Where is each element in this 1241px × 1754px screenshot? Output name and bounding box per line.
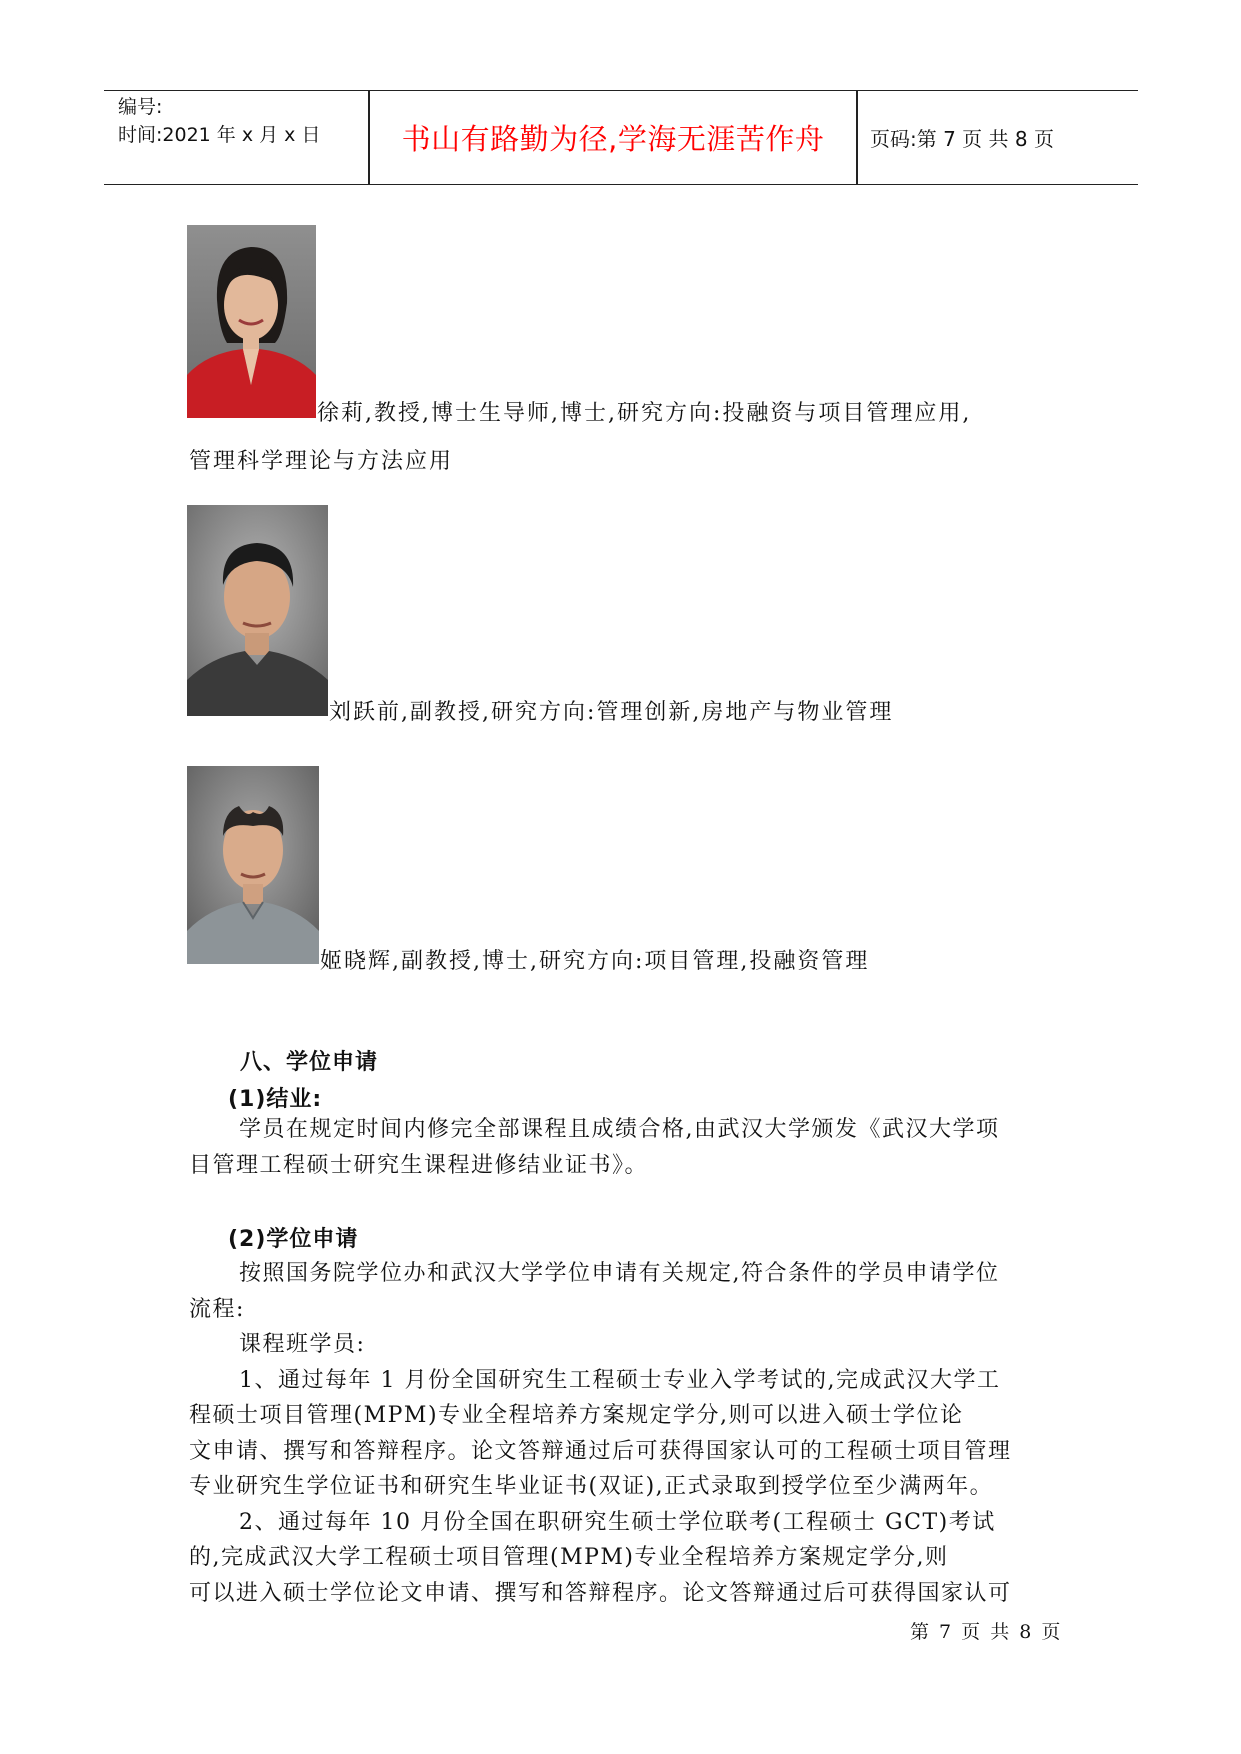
faculty-photo-3 xyxy=(187,766,319,964)
paragraph-line: 的,完成武汉大学工程硕士项目管理(MPM)专业全程培养方案规定学分,则 xyxy=(189,1545,949,1570)
header-motto: 书山有路勤为径,学海无涯苦作舟 xyxy=(401,122,825,156)
faculty-caption-2-line1: 刘跃前,副教授,研究方向:管理创新,房地产与物业管理 xyxy=(329,700,894,725)
paragraph-line: 学员在规定时间内修完全部课程且成绩合格,由武汉大学颁发《武汉大学项 xyxy=(239,1117,1000,1142)
page-header xyxy=(104,90,1138,185)
header-number-label: 编号: xyxy=(118,96,163,118)
page-footer: 第 7 页 共 8 页 xyxy=(910,1621,1063,1643)
completion-paragraph xyxy=(189,1112,1061,1183)
faculty-caption-1-line2: 管理科学理论与方法应用 xyxy=(189,449,454,474)
degree-paragraph xyxy=(189,1256,1061,1611)
header-divider xyxy=(856,91,858,184)
paragraph-line: 1、通过每年 1 月份全国研究生工程硕士专业入学考试的,完成武汉大学工 xyxy=(239,1367,1001,1393)
faculty-caption-1-line1: 徐莉,教授,博士生导师,博士,研究方向:投融资与项目管理应用, xyxy=(317,401,972,426)
paragraph-line: 2、通过每年 10 月份全国在职研究生硕士学位联考(工程硕士 GCT)考试 xyxy=(239,1509,996,1535)
paragraph-line: 课程班学员: xyxy=(239,1332,366,1357)
subsection-title-degree: (2)学位申请 xyxy=(228,1227,359,1252)
header-page-label: 页码:第 7 页 共 8 页 xyxy=(870,127,1054,151)
paragraph-line: 流程: xyxy=(189,1296,245,1322)
header-time-label: 时间:2021 年 x 月 x 日 xyxy=(118,124,321,146)
header-meta xyxy=(118,93,368,149)
faculty-caption-3-line1: 姬晓辉,副教授,博士,研究方向:项目管理,投融资管理 xyxy=(320,949,870,974)
paragraph-line: 按照国务院学位办和武汉大学学位申请有关规定,符合条件的学员申请学位 xyxy=(239,1261,1000,1286)
faculty-photo-2 xyxy=(187,505,328,716)
paragraph-line: 目管理工程硕士研究生课程进修结业证书》。 xyxy=(189,1152,649,1178)
paragraph-line: 专业研究生学位证书和研究生毕业证书(双证),正式录取到授学位至少满两年。 xyxy=(189,1474,994,1499)
subsection-title-completion: (1)结业: xyxy=(228,1087,323,1112)
section-title: 八、学位申请 xyxy=(240,1050,379,1075)
faculty-photo-1 xyxy=(187,225,316,418)
paragraph-line: 可以进入硕士学位论文申请、撰写和答辩程序。论文答辩通过后可获得国家认可 xyxy=(189,1580,1012,1606)
paragraph-line: 文申请、撰写和答辩程序。论文答辩通过后可获得国家认可的工程硕士项目管理 xyxy=(189,1438,1012,1464)
paragraph-line: 程硕士项目管理(MPM)专业全程培养方案规定学分,则可以进入硕士学位论 xyxy=(189,1403,964,1428)
